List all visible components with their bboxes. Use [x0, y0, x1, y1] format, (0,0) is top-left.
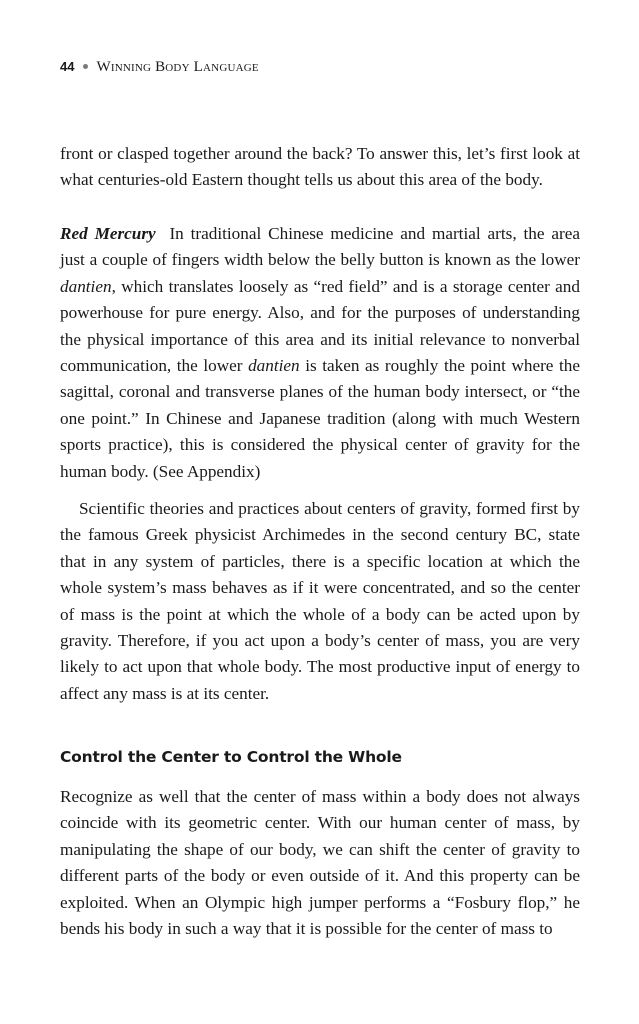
paragraph-center-of-gravity [60, 496, 580, 707]
book-title: Winning Body Language [96, 59, 259, 75]
paragraph-segment: In traditional Chinese medicine and martial arts, the area just a couple of fingers width below the belly button is known as the lower [60, 224, 580, 270]
run-in-heading: Red Mercury [60, 224, 156, 243]
italic-term: dantien [248, 356, 300, 376]
section-subheading: Control the Center to Control the Whole [60, 748, 402, 766]
page-number: 44 [60, 59, 75, 74]
paragraph-text [60, 221, 580, 485]
bullet-separator-icon [83, 64, 88, 69]
paragraph-continued [60, 141, 580, 194]
paragraph-center-of-mass [60, 784, 580, 942]
paragraph-text: front or clasped together around the back? To answer this, let’s first look at what centuries-old Eastern thought tells us about this area of the body. [60, 144, 580, 190]
paragraph-segment: , which translates loosely as “red field” and is a storage center and powerhouse for pure energy. Also, and for the purposes of understanding the physical importance of this area and its initial relevance to nonverbal communication, the lower [60, 276, 580, 376]
paragraph-text: Recognize as well that the center of mass within a body does not always coincide with its geometric center. With our human center of mass, by manipulating the shape of our body, we can shift the center of gravity to different parts of the body or even outside of it. And this property can be exploited. When an Olympic high jumper performs a “Fosbury flop,” he bends his body in such a way that it is possible for the center of mass to [60, 787, 580, 939]
paragraph-text: Scientific theories and practices about centers of gravity, formed first by the famous Greek physicist Archimedes in the second century BC, state that in any system of particles, there is a specific location at which the whole system’s mass behaves as if it were concentrated, and so the center of mass is the point at which the whole of a body can be acted upon by gravity. Therefore, if you act upon a body’s center of mass, you are very likely to act upon that whole body. The most productive input of energy to affect any mass is at its center. [60, 499, 580, 703]
paragraph-segment: is taken as roughly the point where the sagittal, coronal and transverse planes of the human body intersect, or “the one point.” In Chinese and Japanese tradition (along with much Western sports practice), this is considered the physical center of gravity for the human body. (See Appendix) [60, 356, 580, 481]
running-head [60, 58, 259, 77]
italic-term: dantien [60, 276, 112, 296]
paragraph-red-mercury [60, 221, 580, 485]
